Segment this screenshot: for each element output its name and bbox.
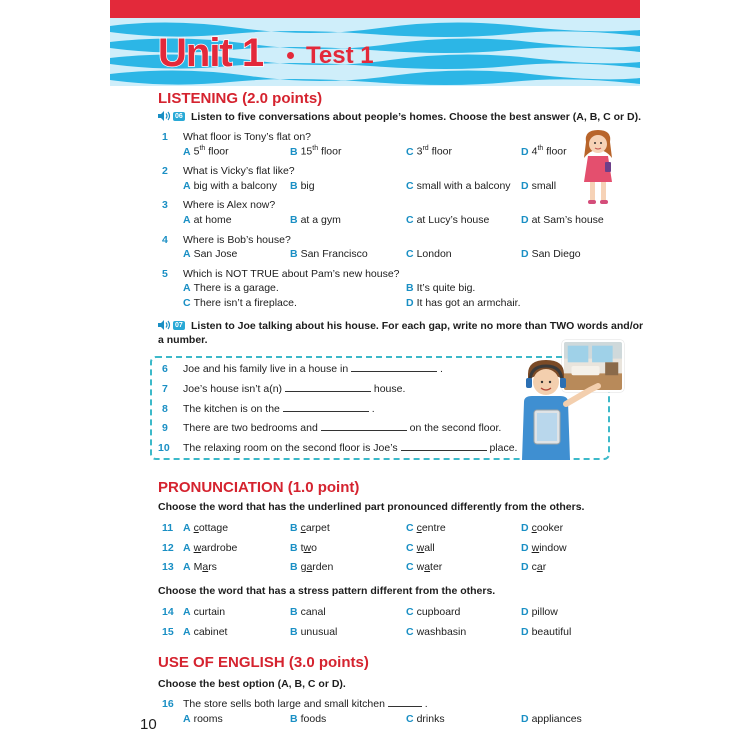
answer-gap[interactable]	[283, 403, 369, 412]
question-number: 15	[162, 626, 174, 638]
track-number: 06	[175, 112, 183, 120]
girl-illustration	[578, 128, 618, 206]
option-text: cupboard	[416, 606, 461, 618]
option-text-rest: entre	[421, 522, 446, 534]
option-b[interactable]	[290, 606, 326, 618]
option-text: San Diego	[531, 248, 581, 260]
option-letter: A	[183, 522, 191, 534]
option-letter: D	[521, 561, 529, 573]
speaker-icon	[158, 111, 171, 121]
option-letter: A	[183, 713, 191, 725]
option-letter: D	[521, 180, 529, 192]
underlined-part: a	[306, 561, 313, 573]
unit-title: Unit 1	[158, 31, 264, 75]
option-d[interactable]	[521, 522, 563, 534]
gap-text-after: .	[371, 403, 375, 415]
question-number: 2	[162, 165, 168, 177]
gap-text-after: house.	[373, 383, 406, 395]
option-c[interactable]	[406, 248, 452, 260]
question-sentence: The store sells both large and small kitchen	[183, 698, 385, 710]
option-letter: A	[183, 248, 191, 260]
option-letter: D	[521, 248, 529, 260]
option-a[interactable]	[183, 626, 227, 638]
underlined-part: a	[424, 561, 431, 573]
option-d[interactable]	[521, 248, 581, 260]
option-text: drinks	[416, 713, 445, 725]
track-number: 07	[175, 321, 183, 329]
option-letter: A	[183, 542, 191, 554]
option-text-prefix: M	[193, 561, 203, 573]
option-text: small with a balcony	[416, 180, 511, 192]
underlined-part: c	[416, 522, 422, 534]
option-c[interactable]	[183, 297, 297, 309]
option-d[interactable]	[521, 713, 582, 725]
answer-gap[interactable]	[285, 383, 371, 392]
option-text: London	[416, 248, 452, 260]
option-text-rest: ottage	[198, 522, 229, 534]
option-text-prefix: w	[416, 561, 425, 573]
option-text-rest: floor	[318, 145, 342, 158]
option-b[interactable]	[290, 713, 326, 725]
pronunciation-instruction-1: Choose the word that has the underlined part pronounced differently from the others.	[158, 501, 585, 513]
header-red-band	[110, 0, 640, 18]
audio-track-07[interactable]	[158, 320, 185, 330]
option-text-rest: r	[542, 561, 547, 573]
option-text-rest: indow	[539, 542, 567, 554]
option-a[interactable]	[183, 522, 228, 534]
option-letter: D	[521, 713, 529, 725]
option-text-prefix: t	[300, 542, 304, 554]
option-letter: A	[183, 214, 191, 226]
option-d[interactable]	[521, 542, 567, 554]
option-text-rest: rden	[312, 561, 334, 573]
option-a[interactable]	[183, 561, 217, 573]
option-a[interactable]	[183, 713, 223, 725]
option-letter: B	[290, 713, 298, 725]
question-number: 12	[162, 542, 174, 554]
option-text: at Lucy’s house	[416, 214, 490, 226]
option-b[interactable]	[290, 145, 341, 158]
gap-text: Joe and his family live in a house in	[183, 363, 349, 375]
option-letter: B	[290, 542, 298, 554]
answer-gap[interactable]	[321, 422, 407, 431]
option-c[interactable]	[406, 542, 435, 554]
option-text-rest: all	[424, 542, 435, 554]
option-text: at a gym	[300, 214, 341, 226]
question-text: Where is Alex now?	[183, 199, 276, 211]
option-text: appliances	[531, 713, 582, 725]
option-c[interactable]	[406, 145, 452, 158]
option-text: foods	[300, 713, 327, 725]
gap-text-after: .	[440, 363, 443, 375]
gap-sentence	[183, 383, 405, 395]
option-text-prefix: g	[300, 561, 307, 573]
question-text: What floor is Tony’s flat on?	[183, 131, 312, 143]
option-text: unusual	[300, 626, 338, 638]
option-letter: C	[406, 180, 414, 192]
option-letter: A	[183, 145, 191, 158]
option-text-rest: ooker	[536, 522, 564, 534]
underlined-part: c	[531, 522, 537, 534]
pronunciation-title: PRONUNCIATION (1.0 point)	[158, 479, 360, 496]
audio-track-06[interactable]	[158, 111, 185, 121]
option-letter: B	[290, 145, 298, 158]
option-d[interactable]	[521, 606, 558, 618]
option-text-rest: floor	[543, 145, 567, 158]
option-text: beautiful	[531, 626, 572, 638]
option-sup: rd	[422, 145, 429, 152]
option-letter: B	[290, 214, 298, 226]
option-sup: th	[199, 145, 206, 152]
option-c[interactable]	[406, 180, 511, 192]
underlined-part: c	[300, 522, 306, 534]
option-a[interactable]	[183, 214, 232, 226]
question-number: 6	[162, 363, 168, 375]
option-text-rest: ter	[430, 561, 443, 573]
option-c[interactable]	[406, 522, 446, 534]
option-c[interactable]	[406, 214, 489, 226]
gap-sentence	[183, 403, 375, 415]
option-letter: C	[406, 248, 414, 260]
option-d[interactable]	[521, 180, 556, 192]
option-text: small	[531, 180, 557, 192]
boy-with-tablet-illustration	[508, 360, 618, 460]
listening-title: LISTENING (2.0 points)	[158, 90, 323, 107]
option-text-rest: floor	[428, 145, 453, 158]
test-title: Test 1	[306, 42, 374, 69]
question-number: 14	[162, 606, 174, 618]
option-text: at home	[193, 214, 232, 226]
page-number: 10	[140, 716, 157, 733]
answer-gap[interactable]	[351, 363, 437, 372]
question-number: 16	[162, 698, 174, 710]
option-c[interactable]	[406, 626, 466, 638]
question-end: .	[424, 698, 428, 710]
listening-instruction-2: Listen to Joe talking about his house. For each gap, write no more than TWO words and/or	[191, 320, 644, 332]
option-d[interactable]	[406, 297, 520, 309]
option-letter: C	[406, 713, 414, 725]
question-number: 5	[162, 268, 168, 280]
option-letter: C	[406, 561, 414, 573]
option-letter: C	[406, 522, 414, 534]
gap-sentence	[183, 363, 443, 375]
gap-text: The relaxing room on the second floor is Joe’s	[183, 442, 398, 454]
gap-text: There are two bedrooms and	[183, 422, 318, 434]
option-text: pillow	[531, 606, 558, 618]
question-text	[183, 698, 428, 710]
option-sup: th	[537, 145, 544, 152]
option-letter: B	[406, 282, 414, 294]
option-text: curtain	[193, 606, 226, 618]
option-b[interactable]	[290, 522, 330, 534]
option-text-rest: o	[311, 542, 317, 554]
option-letter: B	[290, 606, 298, 618]
option-letter: A	[183, 626, 191, 638]
gap-text: The kitchen is on the	[183, 403, 280, 415]
option-text: 4	[531, 145, 538, 158]
option-a[interactable]	[183, 180, 277, 192]
gap-text: Joe’s house isn’t a(n)	[183, 383, 283, 395]
speaker-icon	[158, 320, 171, 330]
option-b[interactable]	[290, 561, 333, 573]
option-letter: C	[406, 542, 414, 554]
option-letter: C	[406, 626, 414, 638]
gap-sentence	[183, 422, 501, 434]
listening-instruction-1: Listen to five conversations about people’s homes. Choose the best answer (A, B, C or D).	[191, 111, 642, 123]
option-d[interactable]	[521, 561, 546, 573]
option-text-prefix: c	[531, 561, 537, 573]
option-text: rooms	[193, 713, 223, 725]
option-sup: th	[312, 145, 319, 152]
option-letter: C	[406, 145, 414, 158]
question-number: 8	[162, 403, 168, 415]
option-text: big	[300, 180, 315, 192]
option-b[interactable]	[290, 248, 368, 260]
option-d[interactable]	[521, 145, 567, 158]
gap-text-after: place.	[489, 442, 518, 454]
option-letter: D	[521, 522, 529, 534]
option-letter: D	[521, 145, 529, 158]
answer-gap[interactable]	[388, 698, 422, 707]
option-a[interactable]	[183, 606, 225, 618]
option-b[interactable]	[290, 180, 315, 192]
option-letter: A	[183, 282, 191, 294]
option-text: 3	[416, 145, 423, 158]
option-text: big with a balcony	[193, 180, 278, 192]
option-letter: B	[290, 522, 298, 534]
underlined-part: w	[193, 542, 202, 554]
underlined-part: w	[416, 542, 425, 554]
english-instruction: Choose the best option (A, B, C or D).	[158, 678, 346, 690]
option-text: cabinet	[193, 626, 228, 638]
option-letter: C	[406, 606, 414, 618]
option-text-rest: arpet	[305, 522, 330, 534]
option-text: There isn’t a fireplace.	[193, 297, 297, 309]
underlined-part: a	[202, 561, 209, 573]
option-text-rest: floor	[205, 145, 229, 158]
option-a[interactable]	[183, 282, 279, 294]
option-b[interactable]	[290, 626, 337, 638]
option-text: at Sam’s house	[531, 214, 604, 226]
option-d[interactable]	[521, 626, 571, 638]
option-letter: C	[406, 214, 414, 226]
option-text: San Jose	[193, 248, 238, 260]
title-separator-dot	[287, 52, 294, 59]
gap-sentence	[183, 442, 517, 454]
question-number: 9	[162, 422, 168, 434]
option-b[interactable]	[290, 542, 317, 554]
option-b[interactable]	[290, 214, 341, 226]
option-a[interactable]	[183, 542, 237, 554]
question-text: Which is NOT TRUE about Pam’s new house?	[183, 268, 400, 280]
question-number: 4	[162, 234, 168, 246]
question-number: 13	[162, 561, 174, 573]
option-a[interactable]	[183, 248, 237, 260]
listening-instruction-2-cont: a number.	[158, 334, 208, 346]
use-of-english-title: USE OF ENGLISH (3.0 points)	[158, 654, 369, 671]
option-d[interactable]	[521, 214, 604, 226]
option-letter: B	[290, 626, 298, 638]
option-letter: B	[290, 248, 298, 260]
option-letter: A	[183, 606, 191, 618]
question-number: 10	[158, 442, 170, 454]
option-text: It has got an armchair.	[416, 297, 521, 309]
underlined-part: w	[531, 542, 540, 554]
question-number: 11	[162, 522, 174, 534]
option-text: canal	[300, 606, 326, 618]
underlined-part: a	[536, 561, 543, 573]
question-text: Where is Bob’s house?	[183, 234, 291, 246]
option-text-rest: ardrobe	[201, 542, 238, 554]
underlined-part: c	[193, 522, 199, 534]
pronunciation-instruction-2: Choose the word that has a stress pattern different from the others.	[158, 585, 496, 597]
option-letter: B	[290, 180, 298, 192]
option-letter: D	[521, 606, 529, 618]
option-text-rest: rs	[208, 561, 217, 573]
answer-gap[interactable]	[401, 442, 487, 451]
option-text: There is a garage.	[193, 282, 279, 294]
question-text: What is Vicky’s flat like?	[183, 165, 295, 177]
option-letter: D	[521, 626, 529, 638]
option-letter: C	[183, 297, 191, 309]
question-number: 3	[162, 199, 168, 211]
option-c[interactable]	[406, 713, 445, 725]
option-letter: D	[521, 542, 529, 554]
option-letter: A	[183, 561, 191, 573]
option-letter: D	[521, 214, 529, 226]
question-number: 7	[162, 383, 168, 395]
option-text: 15	[300, 145, 313, 158]
option-text: It’s quite big.	[416, 282, 476, 294]
option-a[interactable]	[183, 145, 229, 158]
option-text: 5	[193, 145, 200, 158]
option-letter: D	[406, 297, 414, 309]
option-c[interactable]	[406, 606, 460, 618]
option-letter: A	[183, 180, 191, 192]
option-b[interactable]	[406, 282, 475, 294]
option-letter: B	[290, 561, 298, 573]
option-c[interactable]	[406, 561, 442, 573]
underlined-part: w	[303, 542, 312, 554]
question-number: 1	[162, 131, 168, 143]
option-text: San Francisco	[300, 248, 368, 260]
gap-text-after: on the second floor.	[409, 422, 502, 434]
option-text: washbasin	[416, 626, 467, 638]
